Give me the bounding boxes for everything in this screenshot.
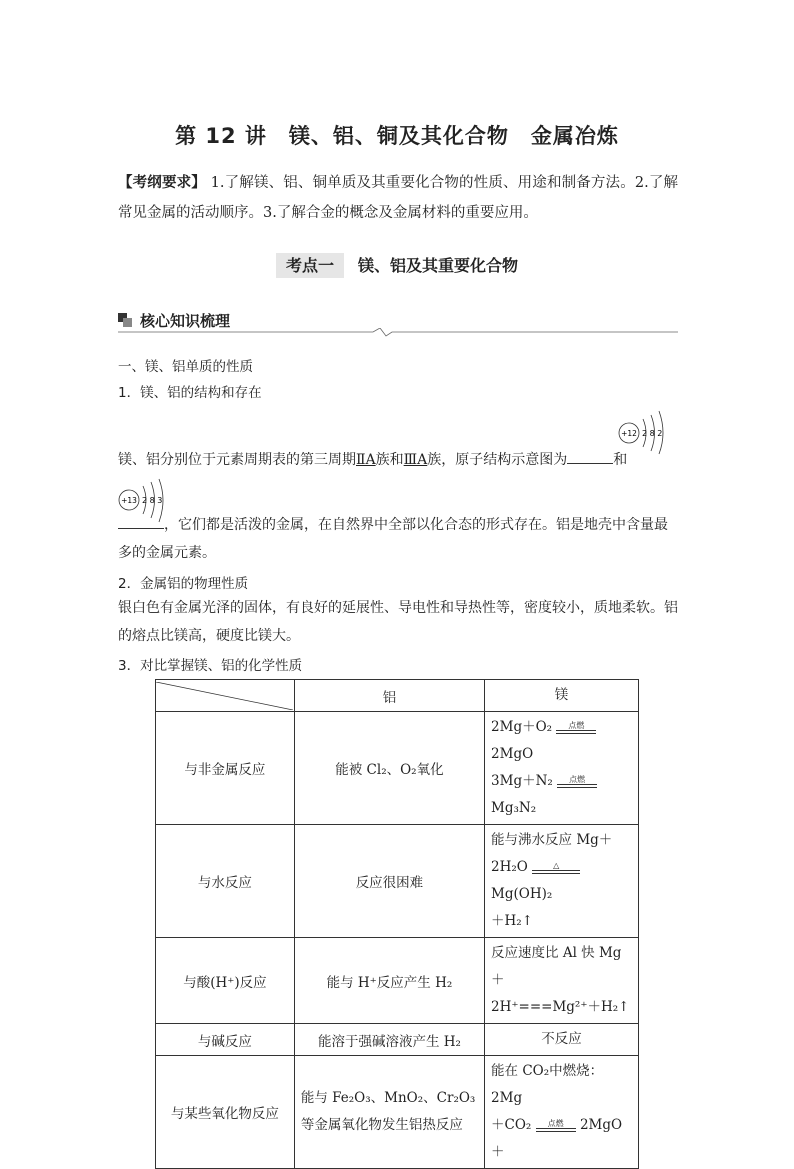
core-knowledge-header bbox=[118, 310, 678, 336]
para1-text-e: ，它们都是活泼的金属，在自然界中全部以化合态的形式存在。铝是地壳中含量最多的金属元素。 bbox=[118, 517, 668, 561]
table-row bbox=[156, 1024, 639, 1056]
mg-text: 能与沸水反应 Mg＋ bbox=[491, 832, 613, 848]
para1-text-d: 和 bbox=[613, 452, 628, 468]
condition: 点燃 bbox=[547, 1119, 564, 1128]
row-label: 与酸(H⁺)反应 bbox=[156, 938, 295, 1024]
reaction-arrow bbox=[536, 1119, 576, 1132]
eq-left: 2H₂O bbox=[491, 859, 528, 875]
section-heading bbox=[0, 253, 794, 276]
al-cell: 能与 Fe₂O₃、MnO₂、Cr₂O₃等金属氧化物发生铝热反应 bbox=[294, 1056, 484, 1169]
table-row bbox=[156, 938, 639, 1024]
lecture-title: 第 12 讲 镁、铝、铜及其化合物 金属冶炼 bbox=[175, 124, 619, 148]
corner-cell bbox=[156, 680, 295, 712]
al-cell: 能溶于强碱溶液产生 H₂ bbox=[294, 1024, 484, 1056]
mg-cell bbox=[485, 825, 639, 938]
row-label: 与碱反应 bbox=[156, 1024, 295, 1056]
requirements-text: 1.了解镁、铝、铜单质及其重要化合物的性质、用途和制备方法。2.了解常见金属的活动顺序。3.了解合金的概念及金属材料的重要应用。 bbox=[118, 175, 678, 221]
table-row bbox=[156, 1056, 639, 1169]
para1-text-c: 族，原子结构示意图为 bbox=[427, 452, 568, 468]
condition: 点燃 bbox=[568, 721, 585, 730]
eq-right: 2MgO bbox=[491, 746, 534, 762]
al-cell: 能与 H⁺反应产生 H₂ bbox=[294, 938, 484, 1024]
diagonal-line bbox=[156, 682, 293, 710]
square-bullet-icon bbox=[118, 313, 132, 327]
eq-left: 3Mg＋N₂ bbox=[491, 773, 553, 789]
eq-left: ＋CO₂ bbox=[491, 1117, 532, 1133]
mg-text: 2H⁺===Mg²⁺＋H₂↑ bbox=[491, 999, 630, 1015]
mg-shells: 2 8 2 bbox=[642, 429, 663, 438]
row-label: 与非金属反应 bbox=[156, 712, 295, 825]
section-title: 镁、铝及其重要化合物 bbox=[358, 256, 519, 275]
mg-cell bbox=[485, 1056, 639, 1169]
heading-sec1-1: 1．镁、铝的结构和存在 bbox=[118, 385, 262, 401]
reaction-arrow bbox=[557, 775, 597, 788]
row-label: 与水反应 bbox=[156, 825, 295, 938]
requirements-label: 【考纲要求】 bbox=[118, 175, 206, 191]
al-diagram-blank bbox=[118, 514, 164, 529]
mg-nucleus: +12 bbox=[621, 429, 637, 438]
heading-sec1-3: 3．对比掌握镁、铝的化学性质 bbox=[118, 658, 303, 674]
structure-paragraph bbox=[118, 446, 678, 474]
mg-cell bbox=[485, 712, 639, 825]
condition: △ bbox=[553, 861, 560, 870]
reaction-arrow bbox=[532, 861, 580, 874]
para1-text-b: 族和 bbox=[375, 452, 404, 468]
group-al: ⅢA bbox=[403, 452, 428, 468]
physical-properties-paragraph: 银白色有金属光泽的固体，有良好的延展性、导电性和导热性等，密度较小，质地柔软。铝的熔点比镁高，硬度比镁大。 bbox=[118, 600, 678, 644]
section-number: 考点一 bbox=[276, 253, 344, 278]
group-mg: ⅡA bbox=[356, 452, 376, 468]
core-knowledge-title: 核心知识梳理 bbox=[140, 312, 231, 330]
mg-cell bbox=[485, 938, 639, 1024]
table-row bbox=[156, 825, 639, 938]
al-cell: 能被 Cl₂、O₂氧化 bbox=[294, 712, 484, 825]
mg-al-comparison-table bbox=[155, 679, 639, 1169]
row-label: 与某些氧化物反应 bbox=[156, 1056, 295, 1169]
mg-text: 能在 CO₂中燃烧：2Mg bbox=[491, 1063, 604, 1106]
mg-text: ＋H₂↑ bbox=[491, 913, 534, 929]
para1-text-a: 镁、铝分别位于元素周期表的第三周期 bbox=[118, 452, 356, 468]
al-shells: 2 8 3 bbox=[142, 496, 163, 505]
mg-text: 反应速度比 Al 快 Mg＋ bbox=[491, 945, 622, 988]
heading-sec1: 一、镁、铝单质的性质 bbox=[118, 359, 253, 375]
eq-right: 2MgO＋ bbox=[491, 1117, 623, 1160]
requirements-paragraph bbox=[118, 168, 678, 228]
existence-paragraph bbox=[118, 511, 678, 567]
header-al: 铝 bbox=[294, 680, 484, 712]
al-nucleus: +13 bbox=[121, 496, 137, 505]
eq-left: 2Mg＋O₂ bbox=[491, 719, 553, 735]
divider-line bbox=[118, 328, 678, 338]
table-row bbox=[156, 712, 639, 825]
heading-sec1-2: 2．金属铝的物理性质 bbox=[118, 576, 249, 592]
reaction-arrow bbox=[556, 721, 596, 734]
eq-right: Mg(OH)₂ bbox=[491, 886, 553, 902]
mg-cell: 不反应 bbox=[485, 1024, 639, 1056]
header-mg: 镁 bbox=[485, 680, 639, 712]
eq-right: Mg₃N₂ bbox=[491, 800, 537, 816]
condition: 点燃 bbox=[569, 775, 586, 784]
mg-diagram-blank bbox=[567, 449, 613, 464]
al-cell: 反应很困难 bbox=[294, 825, 484, 938]
table-header-row bbox=[156, 680, 639, 712]
